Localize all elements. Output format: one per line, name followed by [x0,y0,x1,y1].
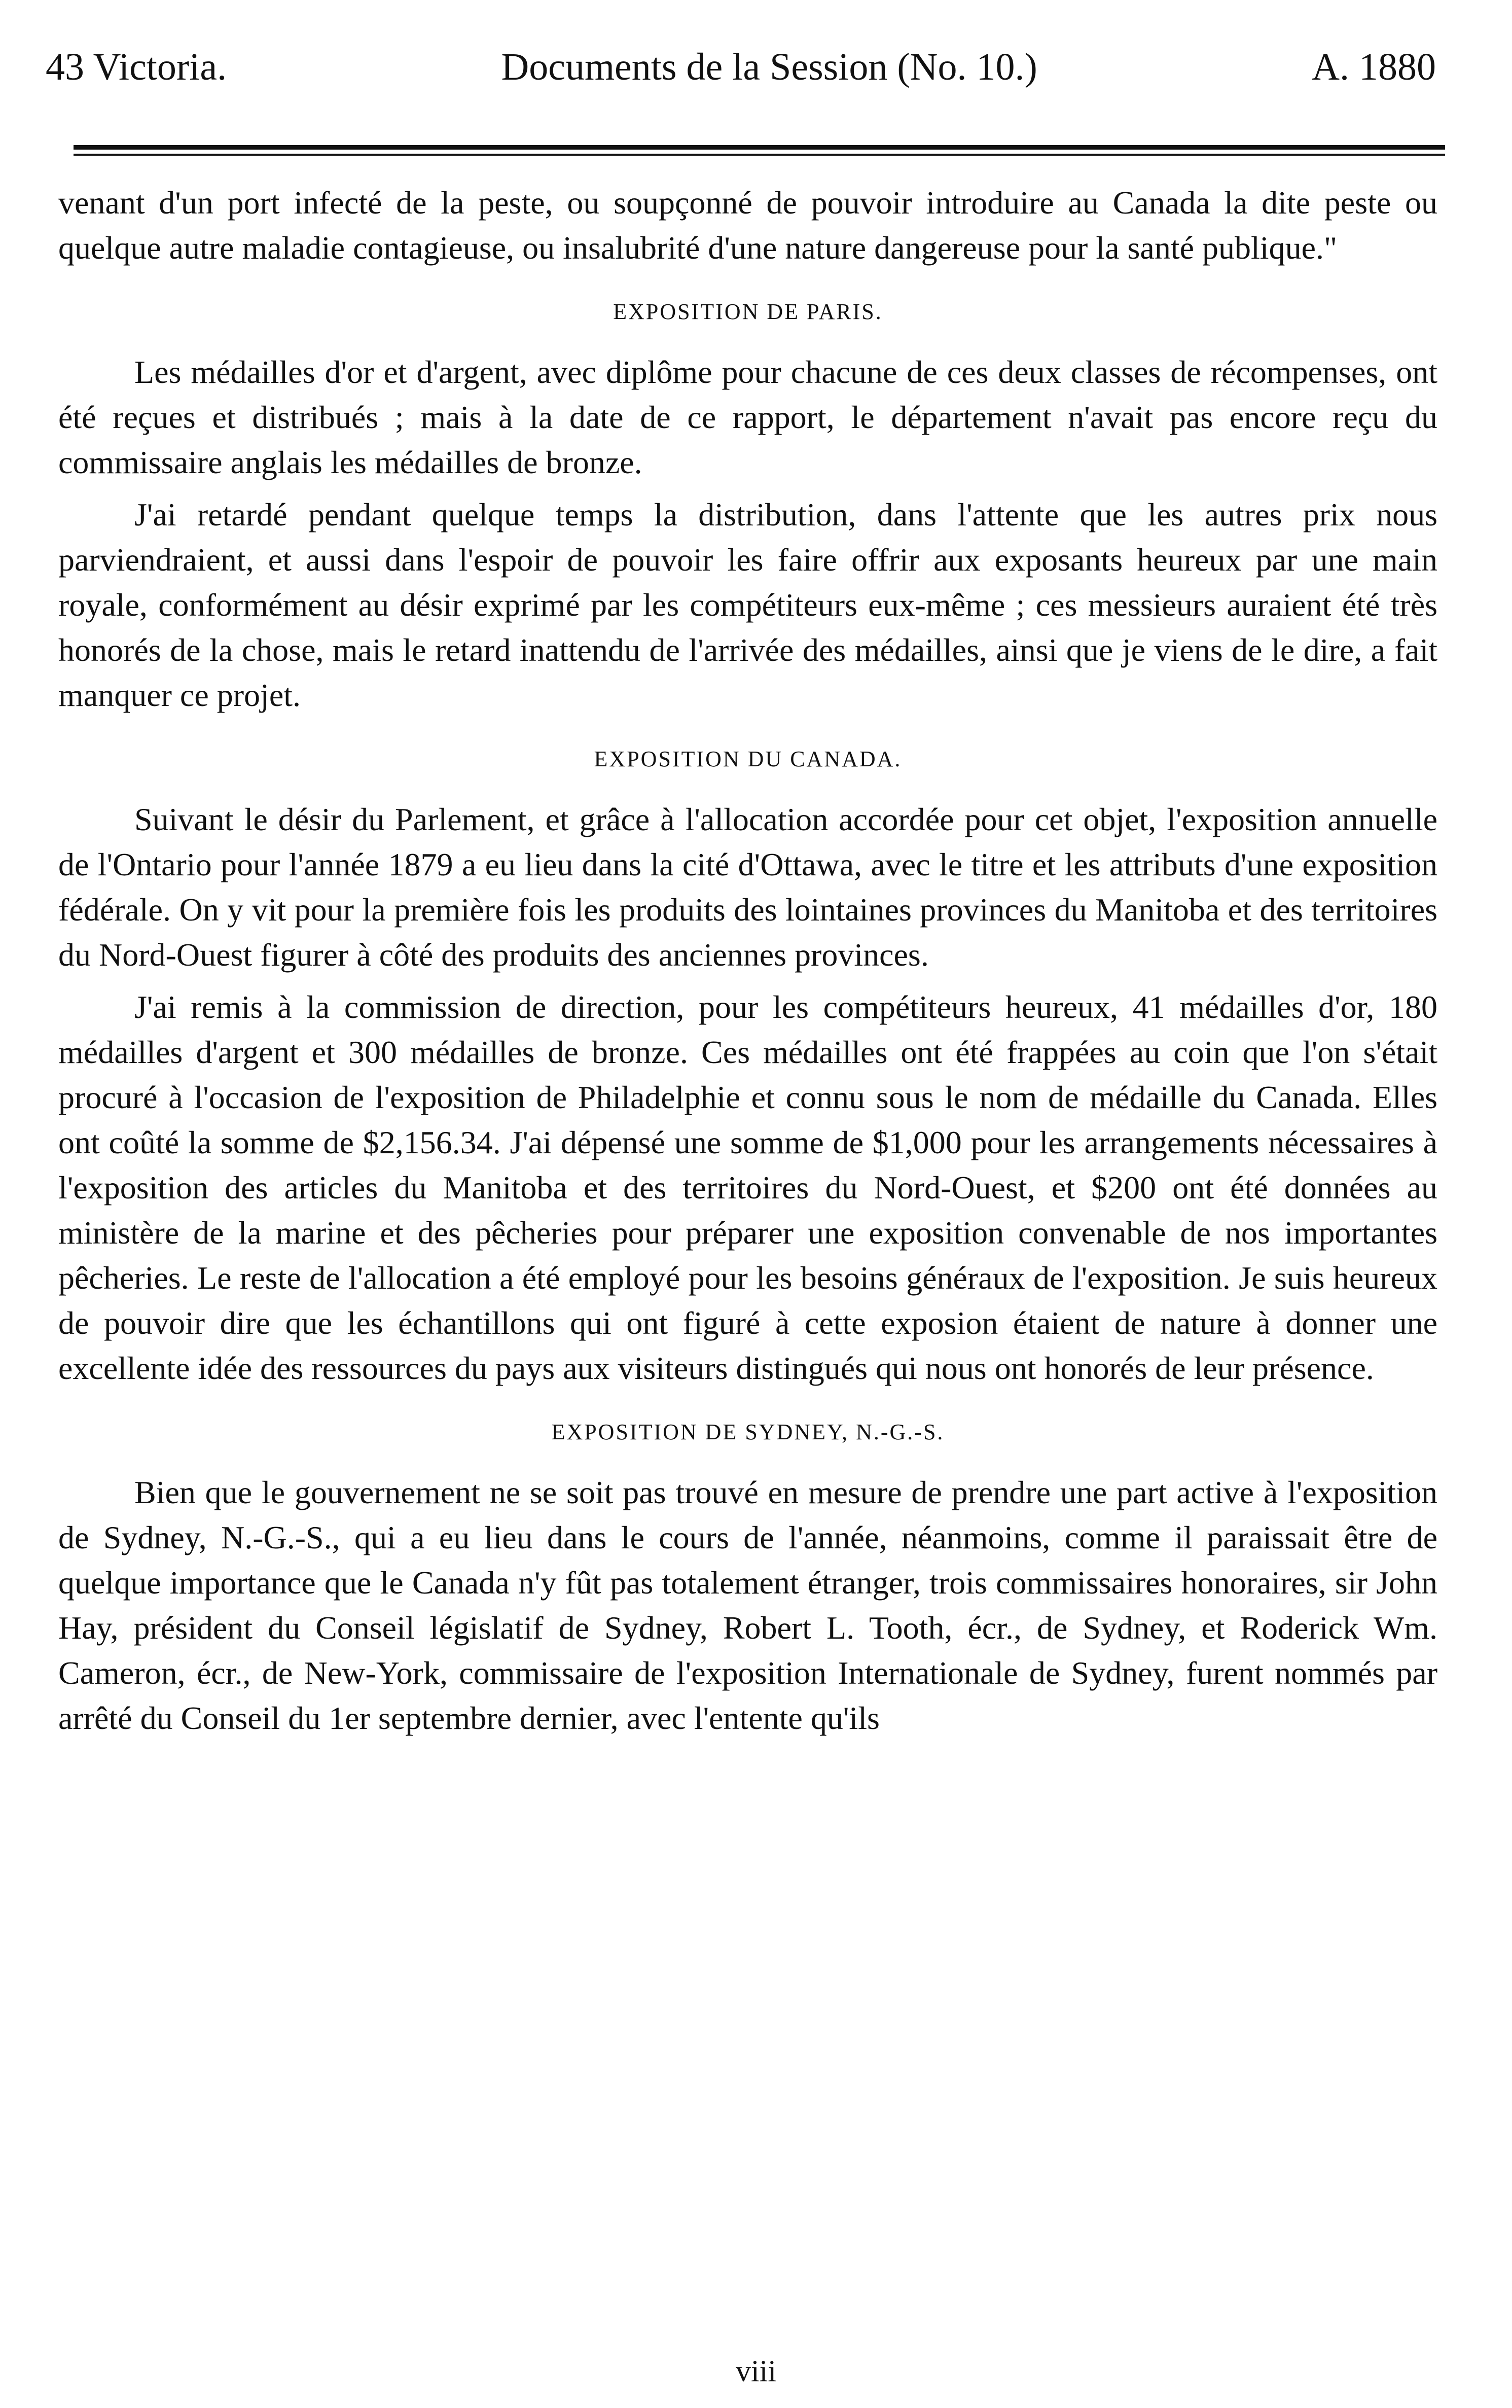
paragraph-gap [58,977,1437,984]
running-header [46,42,1436,97]
header-rule-thin [74,154,1445,156]
header-rule-thick [74,145,1445,150]
paragraph-paris-delay: J'ai retardé pendant quelque temps la distribution, dans l'attente que les autres prix nous parviendraient, et aussi dans l'espoir de pouvoir les faire offrir aux exposants heureux par une main royale, conformément au désir exprimé par les compétiteurs eux-même ; ces messieurs auraient été très honorés de la chose, mais le retard inattendu de l'arrivée des médailles, ainsi que je viens de le dire, a fait manquer ce projet. [58,497,1437,713]
paragraph-canada-medals: J'ai remis à la commission de direction, pour les compétiteurs heureux, 41 médailles d'or, 180 médailles d'argent et 300 médailles de bronze. Ces médailles ont été frappées au coin que l'on s'était procuré à l'occasion de l'exposition de Philadelphie et connu sous le nom de médaille du Canada. Elles ont coûté la somme de $2,156.34. J'ai dépensé une somme de $1,000 pour les arrangements nécessaires à l'exposition des articles du Manitoba et des territoires du Nord-Ouest, et $200 ont été données au ministère de la marine et des pêcheries pour préparer une exposition convenable de nos importantes pêcheries. Le reste de l'allocation a été employé pour les besoins généraux de l'exposition. Je suis heureux de pouvoir dire que les échantillons qui ont figuré à cette exposion étaient de nature à donner une excellente idée des ressources du pays aux visiteurs distingués qui nous ont honorés de leur présence. [58,989,1437,1386]
section-heading-paris: EXPOSITION DE PARIS. [613,299,883,324]
opening-paragraph: venant d'un port infecté de la peste, ou soupçonné de pouvoir introduire au Canada la dite peste ou quelque autre maladie contagieuse, ou insalubrité d'une nature dangereuse pour la santé publique." [58,185,1437,266]
section-heading-canada: EXPOSITION DU CANADA. [594,747,902,771]
header-volume: 43 Victoria. [46,46,227,88]
section-heading-sydney: EXPOSITION DE SYDNEY, N.-G.-S. [551,1420,945,1444]
header-year: A. 1880 [1312,46,1436,88]
paragraph-sydney-commissioners: Bien que le gouvernement ne se soit pas trouvé en mesure de prendre une part active à l'exposition de Sydney, N.-G.-S., qui a eu lieu dans le cours de l'année, néanmoins, comme il paraissait être de quelque importance que le Canada n'y fût pas totalement étranger, trois commissaires honoraires, sir John Hay, président du Conseil législatif de Sydney, Robert L. Tooth, écr., de Sydney, et Roderick Wm. Cameron, écr., de New-York, commissaire de l'exposition Internationale de Sydney, furent nommés par arrêté du Conseil du 1er septembre dernier, avec l'entente qu'ils [58,1474,1437,1736]
header-title: Documents de la Session (No. 10.) [501,46,1037,88]
page-number: viii [735,2354,776,2388]
body-text [58,180,1437,1741]
paragraph-gap [58,485,1437,492]
paragraph-paris-medals: Les médailles d'or et d'argent, avec diplôme pour chacune de ces deux classes de récompenses, ont été reçues et distribués ; mais à la date de ce rapport, le département n'avait pas encore reçu du commissaire anglais les médailles de bronze. [58,354,1437,480]
paragraph-canada-ottawa: Suivant le désir du Parlement, et grâce à l'allocation accordée pour cet objet, l'exposition annuelle de l'Ontario pour l'année 1879 a eu lieu dans la cité d'Ottawa, avec le titre et les attributs d'une exposition fédérale. On y vit pour la première fois les produits des lointaines provinces du Manitoba et des territoires du Nord-Ouest figurer à côté des produits des anciennes provinces. [58,801,1437,973]
